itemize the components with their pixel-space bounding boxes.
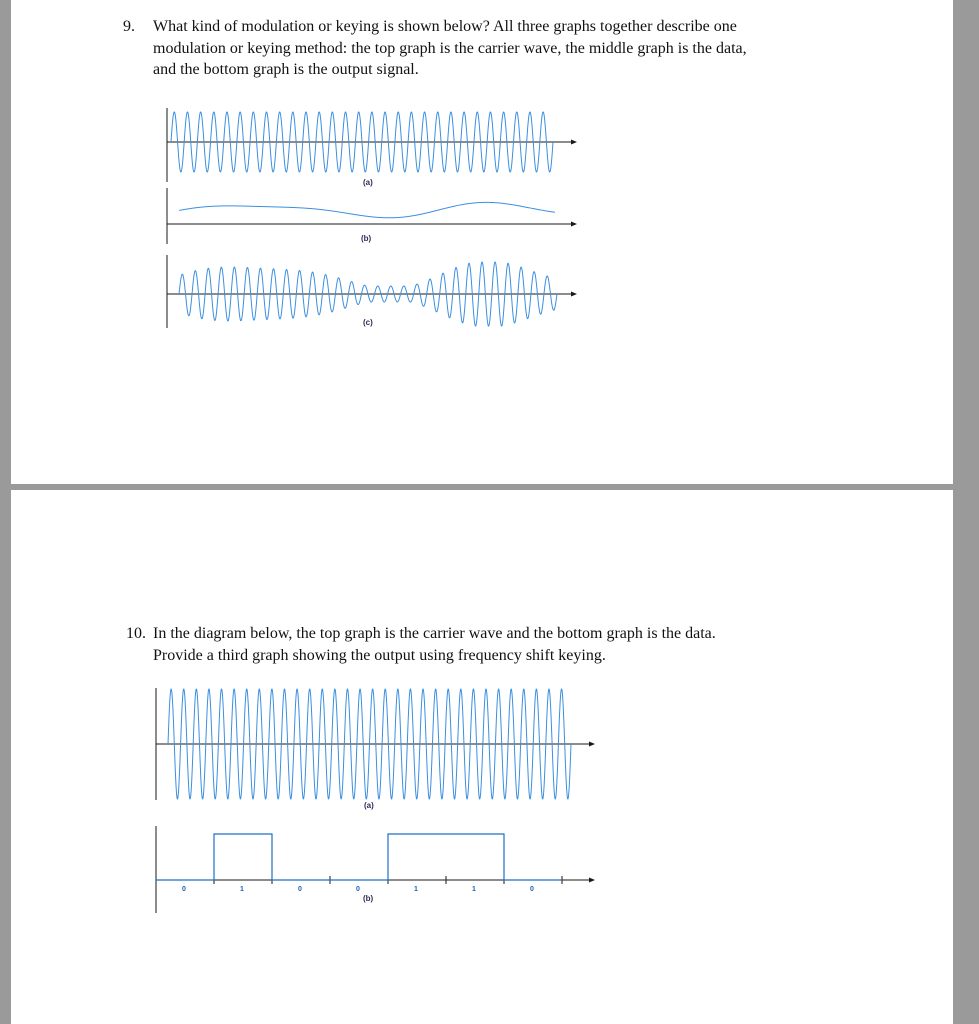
data-axis-arrow: [571, 222, 577, 227]
caption-b: (b): [361, 234, 372, 243]
document-page-2: [11, 490, 953, 1024]
caption-c: (c): [363, 318, 373, 327]
question-9-line-1: What kind of modulation or keying is shown below? All three graphs together describe one: [153, 18, 737, 35]
question-9-line-2: modulation or keying method: the top graph is the carrier wave, the middle graph is the data,: [153, 39, 747, 57]
caption-10a: (a): [364, 801, 374, 810]
carrier-graph-10a: [156, 688, 595, 810]
question-10-line-2: Provide a third graph showing the output using frequency shift keying.: [153, 646, 606, 664]
bit-label-4: 0: [356, 886, 360, 893]
caption-10b: (b): [363, 894, 374, 903]
bit-labels: [182, 886, 534, 893]
carrier10-axis-arrow: [589, 742, 595, 747]
carrier-axis-arrow: [571, 140, 577, 145]
carrier-graph-a: [167, 108, 577, 187]
bit-stream: [156, 834, 562, 880]
output-graph-c: [167, 255, 577, 328]
bit-label-5: 1: [414, 886, 418, 893]
output-axis-arrow: [571, 292, 577, 297]
bit-label-1: 0: [182, 886, 186, 893]
question-10-number: 10.: [126, 625, 146, 642]
bits-graph-10b: [156, 826, 595, 913]
am-figure: [11, 0, 953, 484]
caption-a: (a): [363, 178, 373, 187]
bits-axis-arrow: [589, 878, 595, 883]
bit-label-7: 0: [530, 886, 534, 893]
question-10-line-1: In the diagram below, the top graph is the carrier wave and the bottom graph is the data.: [153, 625, 716, 642]
data-signal: [179, 202, 555, 217]
question-9-line-3: and the bottom graph is the output signal.: [153, 61, 419, 78]
data-graph-b: [167, 188, 577, 244]
bit-label-2: 1: [240, 886, 244, 893]
bit-label-3: 0: [298, 886, 302, 893]
question-9-number: 9.: [123, 18, 135, 35]
fsk-figure: [11, 490, 953, 1024]
bit-label-6: 1: [472, 886, 476, 893]
document-page-1: [11, 0, 953, 484]
